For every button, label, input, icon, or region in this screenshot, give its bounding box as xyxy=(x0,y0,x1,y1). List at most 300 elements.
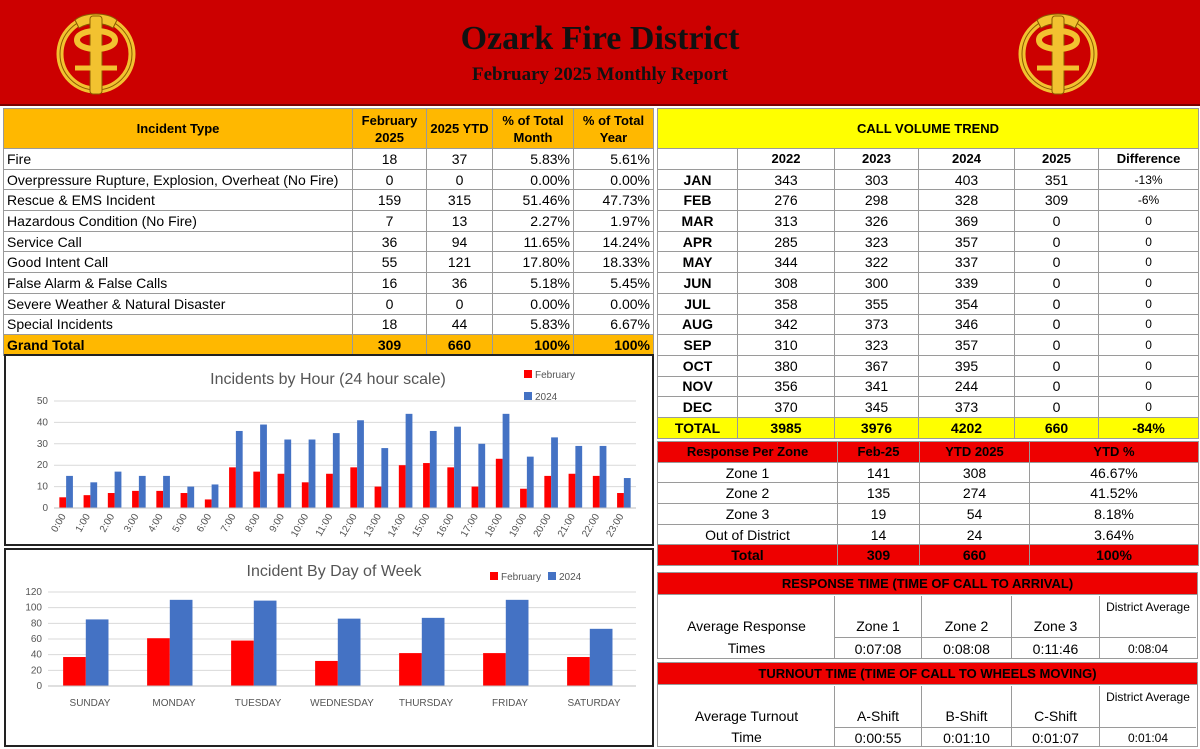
y-tick-label: 40 xyxy=(36,417,48,429)
incident-header-row xyxy=(4,109,654,149)
x-tick-label: 1:00 xyxy=(73,512,93,535)
trend-row xyxy=(658,190,1199,211)
trend-value-cell: 343 xyxy=(738,169,835,190)
month-cell: DEC xyxy=(658,397,738,418)
incident-value-cell: 36 xyxy=(353,231,427,252)
trend-total-cell: 3985 xyxy=(738,417,835,438)
month-cell: AUG xyxy=(658,314,738,335)
zone-total-row xyxy=(658,545,1199,566)
incident-value-cell: 16 xyxy=(353,273,427,294)
time-column xyxy=(1012,686,1100,747)
trend-header-row xyxy=(658,149,1199,170)
bar xyxy=(593,476,600,508)
incident-value-cell: 0.00% xyxy=(493,293,574,314)
bar xyxy=(375,487,382,508)
x-tick-label: 19:00 xyxy=(507,512,530,540)
incident-type-cell: Service Call xyxy=(4,231,353,252)
x-tick-label: 11:00 xyxy=(313,512,336,539)
x-tick-label: TUESDAY xyxy=(234,698,282,709)
incident-value-cell: 11.65% xyxy=(493,231,574,252)
legend-label: 2024 xyxy=(535,392,558,403)
time-column xyxy=(1100,596,1196,659)
trend-title: CALL VOLUME TREND xyxy=(658,109,1199,149)
incident-value-cell: 0.00% xyxy=(574,169,654,190)
zone-value-cell: 14 xyxy=(838,524,920,545)
incident-row xyxy=(4,190,654,211)
incident-row xyxy=(4,149,654,170)
y-tick-label: 120 xyxy=(25,587,42,598)
grand-total-cell: 100% xyxy=(574,335,654,356)
bar xyxy=(59,497,66,508)
bar xyxy=(600,446,607,508)
trend-value-cell: 303 xyxy=(835,169,919,190)
time-column-name: Zone 1 xyxy=(856,618,900,634)
incident-type-cell: Overpressure Rupture, Explosion, Overheat (No Fire) xyxy=(4,169,353,190)
incidents-by-hour-svg xyxy=(6,356,652,544)
time-column xyxy=(835,686,922,747)
trend-value-cell: 0 xyxy=(1099,376,1199,397)
response-time-label-line1: Average Response xyxy=(687,618,806,634)
time-column-name: Zone 3 xyxy=(1033,618,1078,634)
trend-value-cell: 0 xyxy=(1099,273,1199,294)
time-column-value: 0:00:55 xyxy=(835,727,921,747)
trend-total-row xyxy=(658,417,1199,438)
trend-value-cell: 0 xyxy=(1015,335,1099,356)
x-tick-label: 8:00 xyxy=(243,512,263,535)
trend-value-cell: 0 xyxy=(1015,376,1099,397)
time-column xyxy=(1012,596,1100,659)
grand-total-cell: 100% xyxy=(493,335,574,356)
trend-value-cell: 285 xyxy=(738,231,835,252)
x-tick-label: 16:00 xyxy=(434,512,457,540)
month-cell: OCT xyxy=(658,355,738,376)
trend-value-cell: -6% xyxy=(1099,190,1199,211)
bar xyxy=(170,600,193,686)
zone-value-cell: 41.52% xyxy=(1030,483,1199,504)
grand-total-cell: 660 xyxy=(427,335,493,356)
bar xyxy=(506,600,529,686)
chart-title: Incidents by Hour (24 hour scale) xyxy=(210,371,446,388)
trend-value-cell: 356 xyxy=(738,376,835,397)
zone-value-cell: 135 xyxy=(838,483,920,504)
incident-type-cell: Rescue & EMS Incident xyxy=(4,190,353,211)
column-header: 2023 xyxy=(835,149,919,170)
x-tick-label: 15:00 xyxy=(410,512,433,540)
time-column-value: 0:08:08 xyxy=(922,637,1011,659)
x-tick-label: 6:00 xyxy=(194,512,215,535)
column-header: Difference xyxy=(1099,149,1199,170)
legend-label: February xyxy=(501,572,542,583)
legend-swatch xyxy=(524,392,532,400)
incident-row xyxy=(4,231,654,252)
trend-value-cell: 0 xyxy=(1015,397,1099,418)
y-tick-label: 0 xyxy=(36,681,42,692)
y-tick-label: 20 xyxy=(30,665,42,677)
bar xyxy=(86,619,109,686)
incidents-by-hour-chart xyxy=(4,354,654,546)
incident-value-cell: 1.97% xyxy=(574,211,654,232)
incident-value-cell: 51.46% xyxy=(493,190,574,211)
trend-value-cell: 300 xyxy=(835,273,919,294)
trend-value-cell: 380 xyxy=(738,355,835,376)
trend-total-cell: 4202 xyxy=(919,417,1015,438)
bar xyxy=(139,476,146,508)
grand-total-cell: Grand Total xyxy=(4,335,353,356)
trend-value-cell: 298 xyxy=(835,190,919,211)
trend-row xyxy=(658,252,1199,273)
month-cell: JUN xyxy=(658,273,738,294)
x-tick-label: 3:00 xyxy=(122,512,142,535)
time-column-name: Zone 2 xyxy=(944,618,989,634)
incident-value-cell: 0.00% xyxy=(493,169,574,190)
call-volume-trend-table xyxy=(657,108,1199,439)
bar xyxy=(333,433,340,508)
trend-value-cell: 322 xyxy=(835,252,919,273)
time-column-name: District Average xyxy=(1106,600,1190,614)
time-column-name: A-Shift xyxy=(856,708,899,724)
time-column xyxy=(922,686,1012,747)
zone-value-cell: 19 xyxy=(838,504,920,525)
legend-label: February xyxy=(535,370,576,381)
zone-name-cell: Zone 1 xyxy=(658,462,838,483)
time-column xyxy=(1100,686,1196,747)
bar xyxy=(181,493,188,508)
bar xyxy=(624,478,631,508)
turnout-time-panel xyxy=(657,662,1198,747)
bar xyxy=(231,641,254,686)
month-cell: MAY xyxy=(658,252,738,273)
incident-value-cell: 37 xyxy=(427,149,493,170)
bar xyxy=(315,661,338,686)
bar xyxy=(84,495,91,508)
x-tick-label: 7:00 xyxy=(219,512,239,535)
column-header: 2025 YTD xyxy=(427,109,493,149)
bar xyxy=(357,420,364,508)
incident-value-cell: 159 xyxy=(353,190,427,211)
bar xyxy=(527,457,534,508)
column-header: % of Total Year xyxy=(574,109,654,149)
zone-value-cell: 274 xyxy=(920,483,1030,504)
response-time-title: RESPONSE TIME (TIME OF CALL TO ARRIVAL) xyxy=(658,573,1197,595)
incident-type-cell: Fire xyxy=(4,149,353,170)
bar xyxy=(399,653,422,686)
trend-value-cell: 323 xyxy=(835,335,919,356)
zone-total-cell: 100% xyxy=(1030,545,1199,566)
trend-row xyxy=(658,231,1199,252)
bar xyxy=(617,493,624,508)
response-time-label-line2: Times xyxy=(727,640,766,656)
trend-value-cell: 341 xyxy=(835,376,919,397)
bar xyxy=(66,476,73,508)
time-column-value: 0:08:04 xyxy=(1100,637,1196,659)
trend-value-cell: 0 xyxy=(1015,211,1099,232)
month-cell: MAR xyxy=(658,211,738,232)
bar xyxy=(399,465,406,508)
x-tick-label: 23:00 xyxy=(604,512,627,540)
column-header: 2022 xyxy=(738,149,835,170)
bar xyxy=(63,657,86,686)
time-column-name: B-Shift xyxy=(945,708,988,724)
trend-value-cell: -13% xyxy=(1099,169,1199,190)
bar xyxy=(302,482,309,508)
trend-value-cell: 0 xyxy=(1099,252,1199,273)
month-cell: NOV xyxy=(658,376,738,397)
time-column-name: District Average xyxy=(1106,690,1190,704)
bar xyxy=(212,484,219,508)
turnout-time-label-line1: Average Turnout xyxy=(694,708,799,724)
incidents-by-day-svg xyxy=(6,550,652,745)
time-column xyxy=(835,596,922,659)
incident-value-cell: 0 xyxy=(353,169,427,190)
incident-value-cell: 6.67% xyxy=(574,314,654,335)
incident-type-cell: Severe Weather & Natural Disaster xyxy=(4,293,353,314)
trend-value-cell: 323 xyxy=(835,231,919,252)
incident-type-cell: Good Intent Call xyxy=(4,252,353,273)
bar xyxy=(338,619,361,686)
bar xyxy=(90,482,97,508)
incident-type-table xyxy=(3,108,654,356)
bar xyxy=(590,629,613,686)
column-header: Feb-25 xyxy=(838,442,920,463)
y-tick-label: 40 xyxy=(30,649,42,661)
incident-value-cell: 47.73% xyxy=(574,190,654,211)
zone-name-cell: Out of District xyxy=(658,524,838,545)
incident-row xyxy=(4,273,654,294)
trend-value-cell: 367 xyxy=(835,355,919,376)
trend-row xyxy=(658,314,1199,335)
bar xyxy=(430,431,437,508)
bar xyxy=(569,474,576,508)
trend-row xyxy=(658,397,1199,418)
trend-value-cell: 0 xyxy=(1099,231,1199,252)
response-per-zone-table xyxy=(657,441,1199,566)
column-header: February 2025 xyxy=(353,109,427,149)
response-time-panel xyxy=(657,572,1198,659)
trend-value-cell: 357 xyxy=(919,231,1015,252)
bar xyxy=(236,431,243,508)
trend-value-cell: 358 xyxy=(738,293,835,314)
trend-row xyxy=(658,376,1199,397)
y-tick-label: 60 xyxy=(30,634,42,645)
trend-row xyxy=(658,211,1199,232)
time-column-value: 0:01:10 xyxy=(922,727,1011,747)
x-tick-label: 12:00 xyxy=(337,512,360,540)
x-tick-label: SATURDAY xyxy=(567,698,621,709)
zone-value-cell: 308 xyxy=(920,462,1030,483)
incident-value-cell: 13 xyxy=(427,211,493,232)
trend-value-cell: 0 xyxy=(1015,355,1099,376)
incident-value-cell: 18.33% xyxy=(574,252,654,273)
bar xyxy=(108,493,115,508)
time-column xyxy=(922,596,1012,659)
trend-value-cell: 0 xyxy=(1099,335,1199,356)
zone-total-cell: 309 xyxy=(838,545,920,566)
y-tick-label: 20 xyxy=(36,460,48,472)
legend-swatch xyxy=(524,370,532,378)
bar xyxy=(544,476,551,508)
trend-value-cell: 0 xyxy=(1015,231,1099,252)
incident-value-cell: 55 xyxy=(353,252,427,273)
y-tick-label: 50 xyxy=(36,396,48,407)
trend-value-cell: 0 xyxy=(1015,273,1099,294)
trend-value-cell: 351 xyxy=(1015,169,1099,190)
x-tick-label: SUNDAY xyxy=(69,698,111,709)
bar xyxy=(478,444,485,508)
incident-value-cell: 94 xyxy=(427,231,493,252)
trend-value-cell: 403 xyxy=(919,169,1015,190)
zone-value-cell: 54 xyxy=(920,504,1030,525)
x-tick-label: 18:00 xyxy=(483,512,506,540)
legend-label: 2024 xyxy=(559,572,582,583)
trend-value-cell: 244 xyxy=(919,376,1015,397)
zone-row xyxy=(658,504,1199,525)
trend-value-cell: 354 xyxy=(919,293,1015,314)
month-cell: FEB xyxy=(658,190,738,211)
trend-total-cell: -84% xyxy=(1099,417,1199,438)
trend-total-cell: TOTAL xyxy=(658,417,738,438)
bar xyxy=(472,487,479,508)
trend-value-cell: 310 xyxy=(738,335,835,356)
bar xyxy=(350,467,357,508)
incident-value-cell: 0 xyxy=(427,169,493,190)
bar xyxy=(156,491,163,508)
x-tick-label: 4:00 xyxy=(146,512,166,535)
column-header: 2025 xyxy=(1015,149,1099,170)
x-tick-label: FRIDAY xyxy=(492,698,528,709)
bar xyxy=(447,467,454,508)
x-tick-label: 14:00 xyxy=(386,512,409,540)
report-subtitle: February 2025 Monthly Report xyxy=(472,64,728,85)
x-tick-label: 13:00 xyxy=(361,512,384,540)
trend-row xyxy=(658,355,1199,376)
month-cell: JUL xyxy=(658,293,738,314)
bar xyxy=(253,472,260,508)
bar xyxy=(163,476,170,508)
trend-value-cell: 342 xyxy=(738,314,835,335)
zone-row xyxy=(658,524,1199,545)
incident-value-cell: 315 xyxy=(427,190,493,211)
legend-swatch xyxy=(490,572,498,580)
incident-type-cell: Special Incidents xyxy=(4,314,353,335)
trend-row xyxy=(658,169,1199,190)
bar xyxy=(423,463,430,508)
x-tick-label: 9:00 xyxy=(267,512,287,535)
incident-row xyxy=(4,293,654,314)
bar xyxy=(454,427,461,508)
trend-value-cell: 339 xyxy=(919,273,1015,294)
trend-value-cell: 326 xyxy=(835,211,919,232)
legend-swatch xyxy=(548,572,556,580)
column-header: Response Per Zone xyxy=(658,442,838,463)
trend-total-cell: 660 xyxy=(1015,417,1099,438)
bar xyxy=(483,653,506,686)
trend-value-cell: 370 xyxy=(738,397,835,418)
zone-total-cell: Total xyxy=(658,545,838,566)
bar xyxy=(381,448,388,508)
x-tick-label: 0:00 xyxy=(49,512,69,535)
grand-total-cell: 309 xyxy=(353,335,427,356)
month-cell: JAN xyxy=(658,169,738,190)
incident-value-cell: 17.80% xyxy=(493,252,574,273)
bar xyxy=(567,657,590,686)
incident-row xyxy=(4,211,654,232)
bar xyxy=(284,440,291,508)
bar xyxy=(326,474,333,508)
bar xyxy=(551,437,558,508)
incident-type-cell: False Alarm & False Calls xyxy=(4,273,353,294)
response-time-label xyxy=(658,596,835,659)
report-header xyxy=(0,0,1200,106)
trend-value-cell: 345 xyxy=(835,397,919,418)
trend-value-cell: 346 xyxy=(919,314,1015,335)
bar xyxy=(254,601,277,686)
month-cell: APR xyxy=(658,231,738,252)
trend-value-cell: 313 xyxy=(738,211,835,232)
trend-value-cell: 369 xyxy=(919,211,1015,232)
y-tick-label: 10 xyxy=(36,481,48,493)
trend-row xyxy=(658,293,1199,314)
bar xyxy=(422,618,445,686)
time-column-value: 0:11:46 xyxy=(1012,637,1099,659)
column-header: % of Total Month xyxy=(493,109,574,149)
incident-row xyxy=(4,314,654,335)
trend-value-cell: 0 xyxy=(1099,397,1199,418)
incident-value-cell: 0.00% xyxy=(574,293,654,314)
x-tick-label: 21:00 xyxy=(555,512,578,540)
incident-value-cell: 18 xyxy=(353,314,427,335)
incident-value-cell: 5.61% xyxy=(574,149,654,170)
incident-value-cell: 0 xyxy=(353,293,427,314)
report-title: Ozark Fire District xyxy=(460,20,740,57)
incidents-by-day-chart xyxy=(4,548,654,747)
column-header xyxy=(658,149,738,170)
bar xyxy=(575,446,582,508)
y-tick-label: 100 xyxy=(25,602,42,614)
time-column-name: C-Shift xyxy=(1034,708,1077,724)
trend-value-cell: 357 xyxy=(919,335,1015,356)
zone-value-cell: 24 xyxy=(920,524,1030,545)
x-tick-label: 5:00 xyxy=(170,512,190,535)
time-column-value: 0:07:08 xyxy=(835,637,921,659)
bar xyxy=(260,425,267,508)
zone-value-cell: 46.67% xyxy=(1030,462,1199,483)
x-tick-label: MONDAY xyxy=(152,698,196,709)
turnout-time-label xyxy=(658,686,835,747)
incident-value-cell: 121 xyxy=(427,252,493,273)
incident-value-cell: 5.45% xyxy=(574,273,654,294)
bar xyxy=(503,414,510,508)
zone-value-cell: 3.64% xyxy=(1030,524,1199,545)
turnout-time-label-line2: Time xyxy=(731,729,762,745)
bar xyxy=(147,638,170,686)
turnout-time-title: TURNOUT TIME (TIME OF CALL TO WHEELS MOVING) xyxy=(658,663,1197,685)
zone-row xyxy=(658,462,1199,483)
incident-row xyxy=(4,252,654,273)
trend-value-cell: 0 xyxy=(1099,355,1199,376)
x-tick-label: WEDNESDAY xyxy=(310,698,374,709)
incident-value-cell: 14.24% xyxy=(574,231,654,252)
x-tick-label: THURSDAY xyxy=(398,698,454,709)
grand-total-row xyxy=(4,335,654,356)
trend-row xyxy=(658,273,1199,294)
bar xyxy=(278,474,285,508)
zone-name-cell: Zone 2 xyxy=(658,483,838,504)
trend-value-cell: 309 xyxy=(1015,190,1099,211)
month-cell: SEP xyxy=(658,335,738,356)
bar xyxy=(229,467,236,508)
time-column-value: 0:01:07 xyxy=(1012,727,1099,747)
trend-value-cell: 0 xyxy=(1015,293,1099,314)
